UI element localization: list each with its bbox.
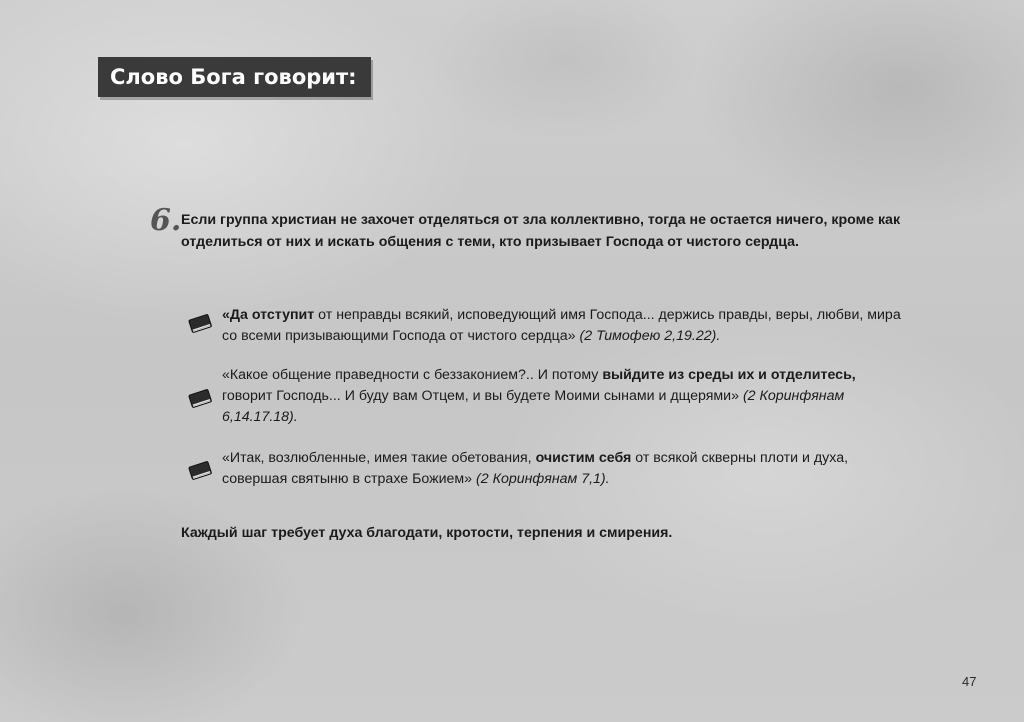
closing-statement: Каждый шаг требует духа благодати, кротости, терпения и смирения.	[181, 525, 673, 541]
quote-text	[222, 305, 902, 347]
step-text: Если группа христиан не захочет отделяться от зла коллективно, тогда не остается ничего, кроме как отделиться от них и искать общения с теми, кто призывает Господа от чистого сердца.	[181, 212, 901, 250]
quote-bold: «Да отступит	[222, 307, 315, 323]
quote-text	[222, 365, 902, 428]
section-header	[98, 57, 371, 97]
quote-body-continued: от всякой скверны плоти и духа, совершая святыню в страхе Божием»	[222, 450, 849, 487]
section-header-title: Слово Бога говорит:	[110, 65, 357, 89]
book-icon	[186, 458, 214, 482]
quote-reference: (2 Коринфянам 6,14.17.18).	[222, 388, 845, 425]
quote-bold: очистим себя	[535, 450, 632, 466]
quote-body-continued: говорит Господь... И буду вам Отцем, и вы будете Моими сынами и дщерями»	[222, 388, 740, 404]
quote-reference: (2 Коринфянам 7,1).	[472, 471, 610, 487]
book-icon	[186, 311, 214, 335]
book-icon	[186, 386, 214, 410]
step-number: 6.	[150, 203, 182, 238]
quote-bold: выйдите из среды их и отделитесь,	[602, 367, 856, 383]
quote-reference: (2 Тимофею 2,19.22).	[575, 328, 721, 344]
quote-text	[222, 448, 902, 490]
quote-body: «Какое общение праведности с беззаконием?.. И потому	[222, 367, 603, 383]
quote-body: от неправды всякий, исповедующий имя Господа... держись правды, веры, любви, мира со всеми призывающими Господа от чистого сердца»	[222, 307, 901, 344]
quote-body: «Итак, возлюбленные, имея такие обетования,	[222, 450, 536, 466]
page-number: 47	[962, 674, 977, 689]
